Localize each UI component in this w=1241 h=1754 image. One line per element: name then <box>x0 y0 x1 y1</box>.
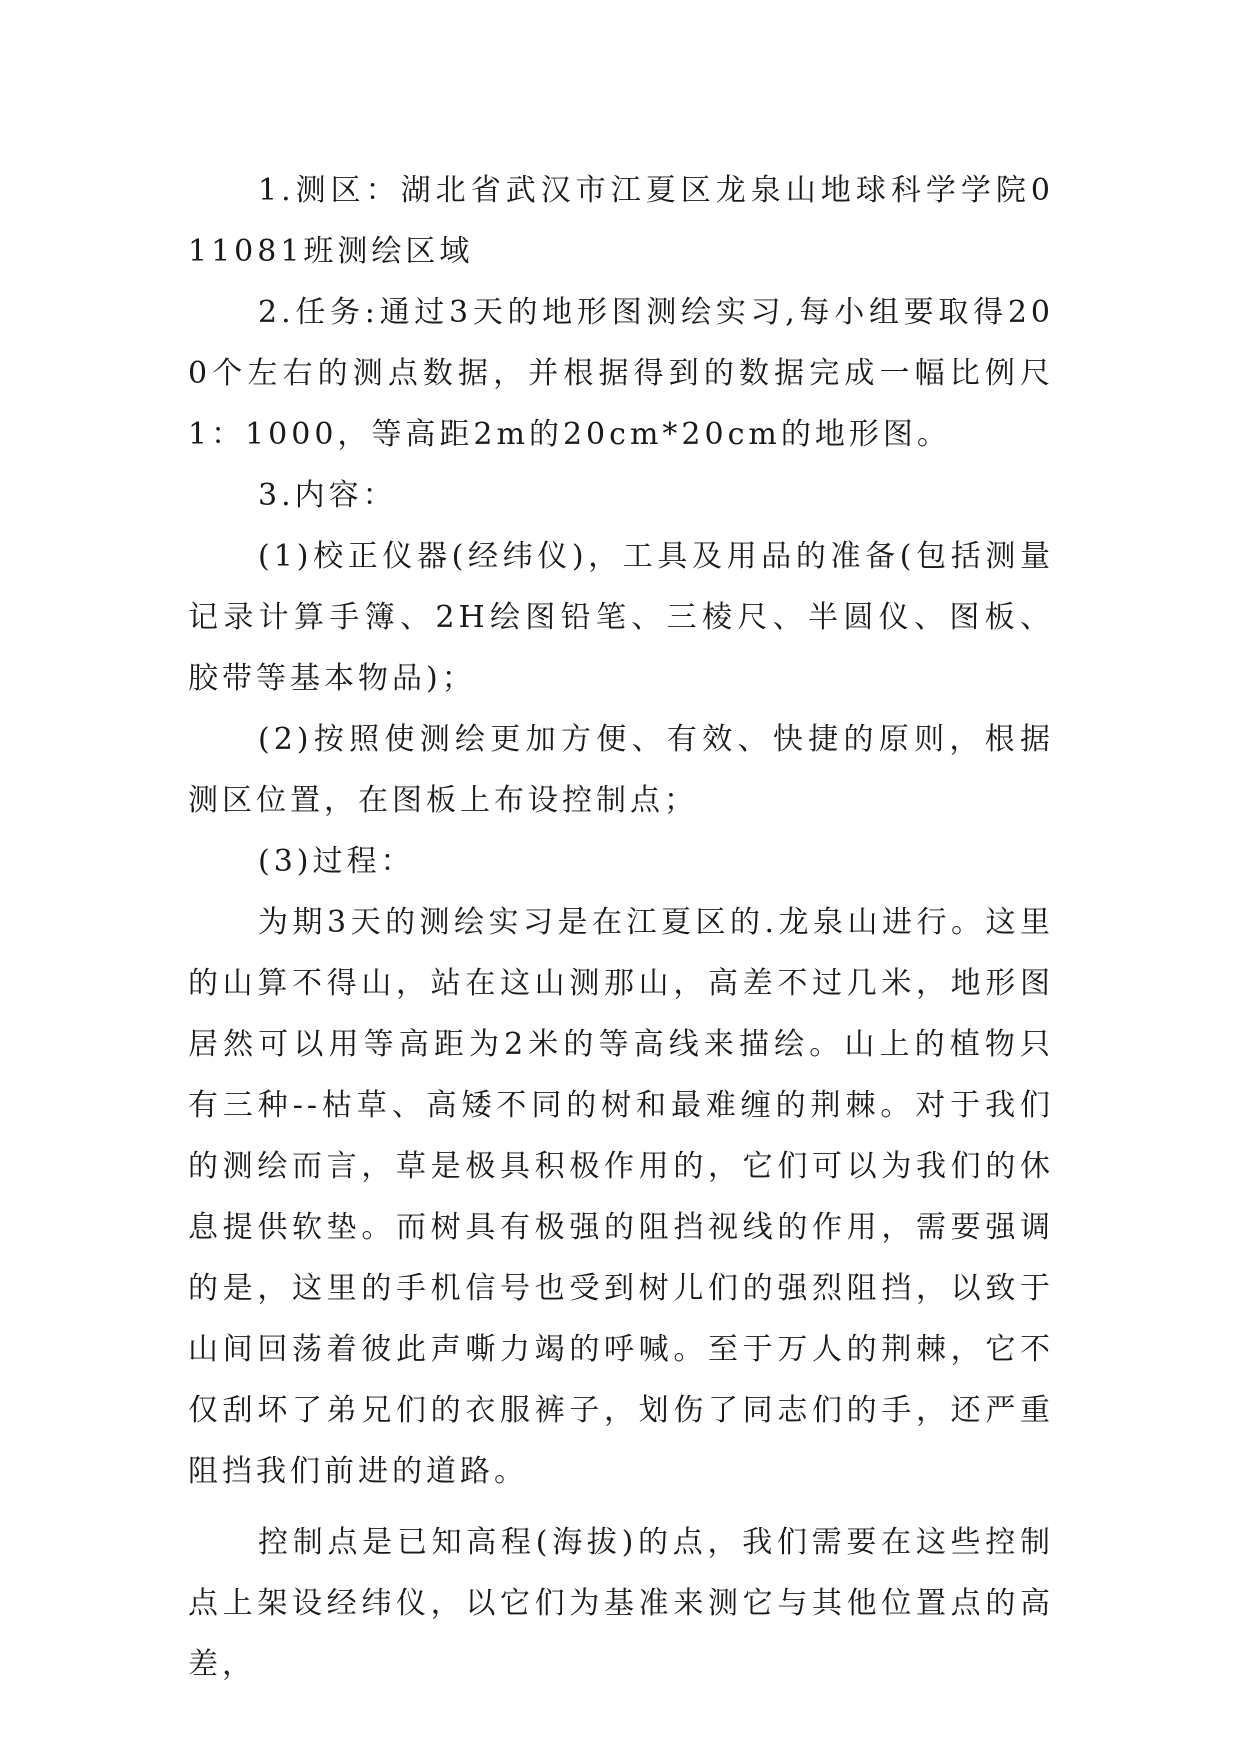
paragraph-process: 为期3天的测绘实习是在江夏区的.龙泉山进行。这里的山算不得山，站在这山测那山，高差不过几米，地形图居然可以用等高距为2米的等高线来描绘。山上的植物只有三种--枯草、高矮不同的树和最难缠的荆棘。对于我们的测绘而言，草是极具积极作用的，它们可以为我们的休息提供软垫。而树具有极强的阻挡视线的作用，需要强调的是，这里的手机信号也受到树儿们的强烈阻挡，以致于山间回荡着彼此声嘶力竭的呼喊。至于万人的荆棘，它不仅刮坏了弟兄们的衣服裤子，划伤了同志们的手，还严重阻挡我们前进的道路。 <box>188 905 1054 1489</box>
paragraph-control-points: 控制点是已知高程(海拔)的点，我们需要在这些控制点上架设经纬仪，以它们为基准来测它与其他位置点的高差， <box>188 1525 1054 1682</box>
paragraph-item-3: (3)过程： <box>258 844 415 879</box>
document-body <box>188 160 1054 1695</box>
paragraph-item-1: (1)校正仪器(经纬仪)，工具及用品的准备(包括测量记录计算手簿、2H绘图铅笔、三棱尺、半圆仪、图板、胶带等基本物品)； <box>188 539 1054 696</box>
paragraph-task: 2.任务:通过3天的地形图测绘实习,每小组要取得200个左右的测点数据，并根据得到的数据完成一幅比例尺1：1000，等高距2m的20cm*20cm的地形图。 <box>188 295 1054 452</box>
paragraph-item-2: (2)按照使测绘更加方便、有效、快捷的原则，根据测区位置，在图板上布设控制点； <box>188 722 1054 818</box>
paragraph-survey-area: 1.测区：湖北省武汉市江夏区龙泉山地球科学学院011081班测绘区域 <box>188 173 1054 269</box>
paragraph-content-heading: 3.内容： <box>258 478 397 513</box>
